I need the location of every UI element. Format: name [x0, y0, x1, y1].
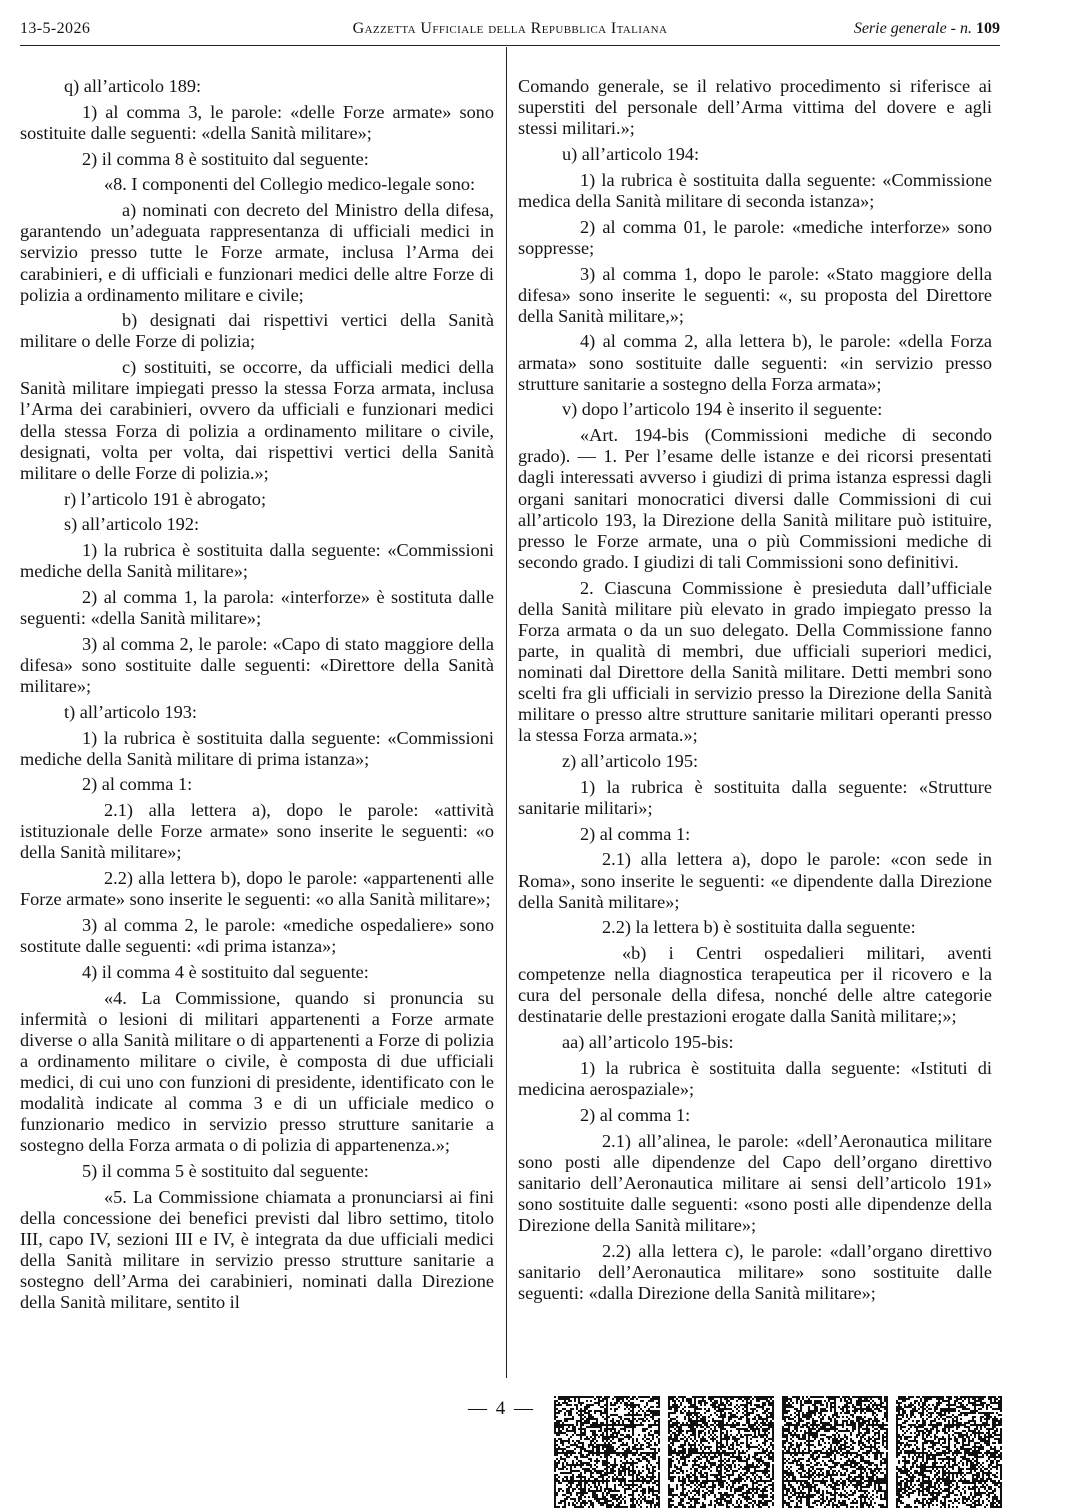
paragraph: s) all’articolo 192: — [64, 514, 200, 535]
page-header — [20, 14, 1000, 44]
paragraph: 3) al comma 1, dopo le parole: «Stato maggiore della difesa» sono inserite le seguenti: «, su proposta del Direttore della Sanità militare,»; — [518, 263, 992, 326]
paragraph: c) sostituiti, se occorre, da ufficiali medici della Sanità militare impiegati presso la stessa Forza armata, inclusa l’Arma dei carabinieri, ovvero da ufficiali e funzionari medici della stessa Forza di polizia a ordinamento militare o civile, designati, volta per volta, dai rispettivi vertici della Sanità militare o delle Forze di polizia.»; — [20, 357, 494, 483]
paragraph: 2) al comma 1: — [580, 823, 691, 844]
issue-number: 109 — [976, 20, 1000, 37]
security-code-3 — [782, 1396, 888, 1508]
column-divider — [506, 47, 507, 1378]
paragraph: t) all’articolo 193: — [64, 701, 198, 722]
paragraph: 4) il comma 4 è sostituito dal seguente: — [82, 961, 369, 982]
paragraph: 1) la rubrica è sostituita dalla seguente: «Strutture sanitarie militari»; — [518, 776, 992, 818]
security-code-1 — [554, 1396, 660, 1508]
security-code-4 — [896, 1396, 1002, 1508]
paragraph: v) dopo l’articolo 194 è inserito il seguente: — [562, 399, 883, 420]
security-code-2 — [668, 1396, 774, 1508]
paragraph: 2.1) alla lettera a), dopo le parole: «con sede in Roma», sono inserite le seguenti: «e dipendente dalla Direzione della Sanità militare»; — [518, 849, 992, 912]
paragraph: r) l’articolo 191 è abrogato; — [64, 488, 267, 509]
paragraph: 2.1) all’alinea, le parole: «dell’Aeronautica militare sono posti alle dipendenze del Capo dell’organo direttivo sanitario dell’Aeronautica militare ai sensi dell’articolo 191» sono sostituite dalle seguenti: «sono posti alle dipendenze della Direzione della Sanità militare»; — [518, 1130, 992, 1236]
paragraph: 5) il comma 5 è sostituito dal seguente: — [82, 1161, 369, 1182]
paragraph: «Art. 194-bis (Commissioni mediche di secondo grado). — 1. Per l’esame delle istanze e dei ricorsi presentati dagli interessati avverso i giudizi di prima istanza espressi dagli organi sanitari monocratici diversi dalle Commissioni di cui all’articolo 193, la Direzione della Sanità militare può istituire, presso le Forze armate, una o più Commissioni mediche di secondo grado. I giudizi di tali Commissioni sono definitivi. — [518, 425, 992, 572]
paragraph: 2.1) alla lettera a), dopo le parole: «attività istituzionale delle Forze armate» sono inserite le seguenti: «o della Sanità militare»; — [20, 800, 494, 863]
right-column — [518, 76, 992, 1309]
paragraph: aa) all’articolo 195-bis: — [562, 1032, 734, 1053]
header-series — [854, 20, 1000, 38]
left-column — [20, 76, 494, 1318]
paragraph: 2.2) alla lettera c), le parole: «dall’organo direttivo sanitario dell’Aeronautica militare» sono sostituite dalle seguenti: «dalla Direzione della Sanità militare»; — [518, 1240, 992, 1304]
paragraph: 2) al comma 01, le parole: «mediche interforze» sono soppresse; — [518, 216, 992, 258]
paragraph: 1) al comma 3, le parole: «delle Forze armate» sono sostituite dalle seguenti: «della Sanità militare»; — [20, 101, 494, 143]
paragraph: «4. La Commissione, quando si pronuncia su infermità o lesioni di militari appartenenti a Forze armate diverse o alla Sanità militare o di appartenenti a Forze di polizia a ordinamento militare o civile, è composta di due ufficiali medici, di cui uno con funzioni di presidente, identificato con le modalità indicate al comma 3 e di un ufficiale medico o funzionario medico in servizio presso strutture sanitarie a sostegno della Forza armata o di polizia di appartenenza.»; — [20, 987, 494, 1156]
paragraph: 2) al comma 1, la parola: «interforze» è sostituta dalle seguenti: «della Sanità militare»; — [20, 586, 494, 629]
paragraph: 2) al comma 1: — [580, 1104, 691, 1125]
paragraph: a) nominati con decreto del Ministro della difesa, garantendo un’adeguata rappresentanza di ufficiali medici in servizio presso tutte le Forze armate, inclusa l’Arma dei carabinieri, e di ufficiali e funzionari medici delle altre Forze di polizia a ordinamento militare e civile; — [20, 200, 494, 305]
paragraph: q) all’articolo 189: — [64, 76, 202, 96]
paragraph: 3) al comma 2, le parole: «Capo di stato maggiore della difesa» sono sostituite dalle seguenti: «Direttore della Sanità militare»; — [20, 633, 494, 696]
paragraph: 3) al comma 2, le parole: «mediche ospedaliere» sono sostitute dalle seguenti: «di prima istanza»; — [20, 915, 494, 957]
header-rule — [20, 45, 1000, 46]
paragraph: «b) i Centri ospedalieri militari, aventi competenze nella diagnostica terapeutica per il ricovero e la cura del personale della difesa, nonché delle altre categorie destinatarie delle prestazioni erogate dalla Sanità militare;»; — [518, 943, 992, 1027]
paragraph: 2.2) la lettera b) è sostituita dalla seguente: — [602, 917, 916, 938]
paragraph: 2. Ciascuna Commissione è presieduta dall’ufficiale della Sanità militare più elevato in grado impiegato presso la Forza armata o da un suo delegato. Della Commissione fanno parte, in qualità di membri, due ufficiali superiori medici, nominati dal Direttore della Sanità militare. Detti membri sono scelti fra gli ufficiali in servizio presso la Direzione della Sanità militare o presso altre strutture sanitarie militari operanti presso la stessa Forza armata.»; — [518, 577, 992, 746]
header-date: 13-5-2026 — [20, 20, 91, 37]
security-code-strip — [554, 1396, 1002, 1508]
paragraph: 1) la rubrica è sostituita dalla seguente: «Istituti di medicina aerospaziale»; — [518, 1058, 992, 1100]
paragraph: 2) il comma 8 è sostituito dal seguente: — [82, 148, 369, 169]
paragraph: Comando generale, se il relativo procedimento si riferisce ai superstiti del personale dell’Arma vittima del dovere e agli stessi militari.»; — [518, 76, 992, 139]
page-number: — 4 — — [468, 1398, 535, 1419]
series-label: Serie generale - n. — [853, 20, 972, 37]
paragraph: 1) la rubrica è sostituita dalla seguente: «Commissione medica della Sanità militare di seconda istanza»; — [518, 169, 992, 211]
paragraph: 2.2) alla lettera b), dopo le parole: «appartenenti alle Forze armate» sono inserite le seguenti: «o alla Sanità militare»; — [20, 868, 494, 910]
paragraph: 1) la rubrica è sostituita dalla seguente: «Commissioni mediche della Sanità militare di prima istanza»; — [20, 727, 494, 769]
paragraph: z) all’articolo 195: — [562, 751, 699, 771]
paragraph: «8. I componenti del Collegio medico-legale sono: — [104, 174, 476, 195]
paragraph: 2) al comma 1: — [82, 774, 193, 795]
paragraph: u) all’articolo 194: — [562, 143, 700, 164]
paragraph: b) designati dai rispettivi vertici della Sanità militare o delle Forze di polizia; — [20, 310, 494, 352]
header-title: Gazzetta Ufficiale della Repubblica Italiana — [352, 20, 668, 37]
paragraph: 4) al comma 2, alla lettera b), le parole: «della Forza armata» sono sostituite dalle seguenti: «in servizio presso strutture sanitarie a sostegno della Forza armata»; — [518, 331, 992, 394]
paragraph: «5. La Commissione chiamata a pronunciarsi ai fini della concessione dei benefici previsti dal libro settimo, titolo III, capo IV, sezioni III e IV, è integrata da due ufficiali medici della Sanità militare in servizio presso strutture sanitarie a sostegno dell’Arma dei carabinieri, nominati dalla Direzione della Sanità militare, sentito il — [20, 1186, 494, 1313]
paragraph: 1) la rubrica è sostituita dalla seguente: «Commissioni mediche della Sanità militare»; — [20, 540, 494, 582]
